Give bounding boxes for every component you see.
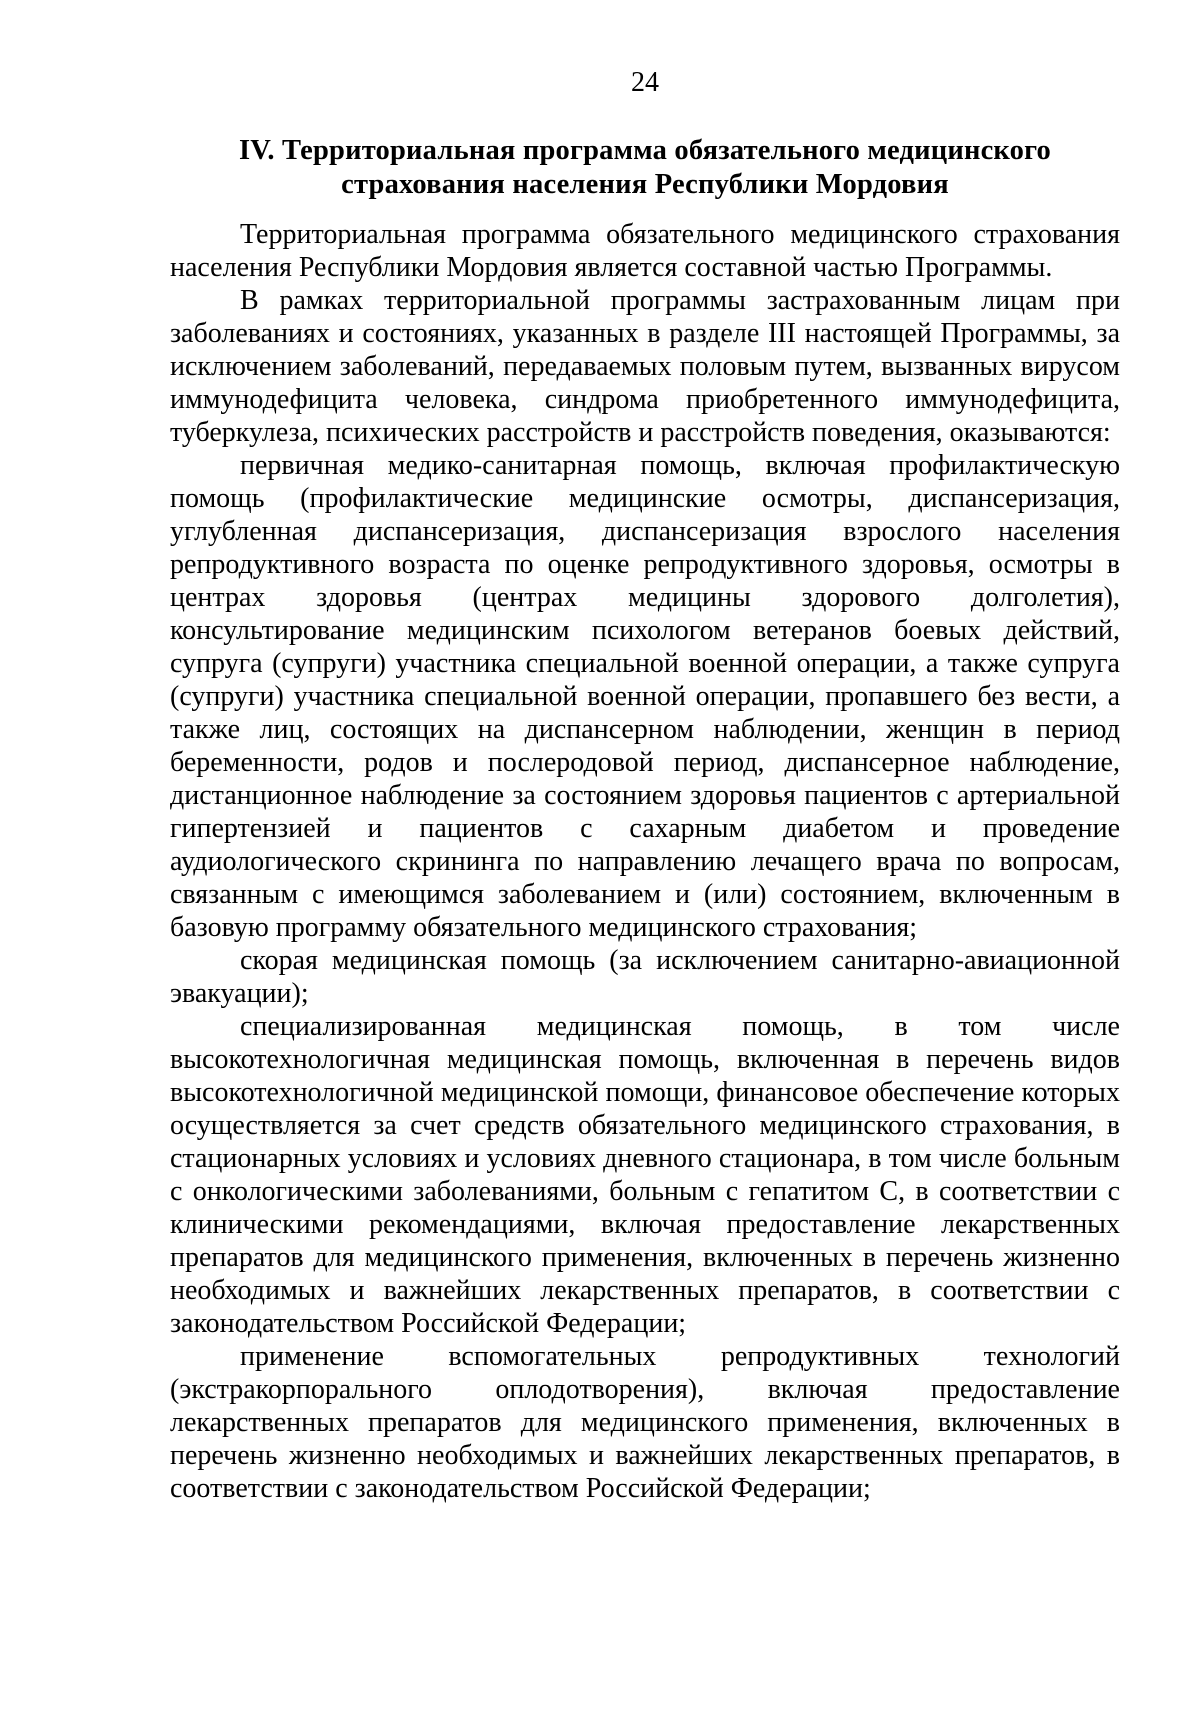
section-heading xyxy=(170,134,1120,202)
paragraph-intro: Территориальная программа обязательного медицинского страхования населения Республики Мордовия является составной частью Программы. xyxy=(170,219,1120,283)
page-number: 24 xyxy=(631,67,659,98)
paragraph-reproductive-technologies: применение вспомогательных репродуктивных технологий (экстракорпорального оплодотворения), включая предоставление лекарственных препаратов для медицинского применения, включенных в перечень жизненно необходимых и важнейших лекарственных препаратов, в соответствии с законодательством Российской Федерации; xyxy=(170,1341,1120,1504)
section-heading-line-1: IV. Территориальная программа обязательного медицинского xyxy=(238,135,1051,166)
section-heading-line-2: страхования населения Республики Мордовия xyxy=(341,169,949,200)
paragraph-primary-care: первичная медико-санитарная помощь, включая профилактическую помощь (профилактические медицинские осмотры, диспансеризация, углубленная диспансеризация, диспансеризация взрослого населения репродуктивного возраста по оценке репродуктивного здоровья, осмотры в центрах здоровья (центрах медицины здорового долголетия), консультирование медицинским психологом ветеранов боевых действий, супруга (супруги) участника специальной военной операции, а также супруга (супруги) участника специальной военной операции, пропавшего без вести, а также лиц, состоящих на диспансерном наблюдении, женщин в период беременности, родов и послеродовой период, диспансерное наблюдение, дистанционное наблюдение за состоянием здоровья пациентов с артериальной гипертензией и пациентов с сахарным диабетом и проведение аудиологического скрининга по направлению лечащего врача по вопросам, связанным с имеющимся заболеванием и (или) состоянием, включенным в базовую программу обязательного медицинского страхования; xyxy=(170,450,1120,943)
paragraph-specialized-care: специализированная медицинская помощь, в том числе высокотехнологичная медицинская помощь, включенная в перечень видов высокотехнологичной медицинской помощи, финансовое обеспечение которых осуществляется за счет средств обязательного медицинского страхования, в стационарных условиях и условиях дневного стационара, в том числе больным с онкологическими заболеваниями, больным с гепатитом С, в соответствии с клиническими рекомендациями, включая предоставление лекарственных препаратов для медицинского применения, включенных в перечень жизненно необходимых и важнейших лекарственных препаратов, в соответствии с законодательством Российской Федерации; xyxy=(170,1011,1120,1339)
paragraph-framework: В рамках территориальной программы застрахованным лицам при заболеваниях и состояниях, указанных в разделе III настоящей Программы, за исключением заболеваний, передаваемых половым путем, вызванных вирусом иммунодефицита человека, синдрома приобретенного иммунодефицита, туберкулеза, психических расстройств и расстройств поведения, оказываются: xyxy=(170,285,1120,448)
paragraph-emergency-care: скорая медицинская помощь (за исключением санитарно-авиационной эвакуации); xyxy=(170,945,1120,1009)
document-body xyxy=(170,218,1120,1505)
